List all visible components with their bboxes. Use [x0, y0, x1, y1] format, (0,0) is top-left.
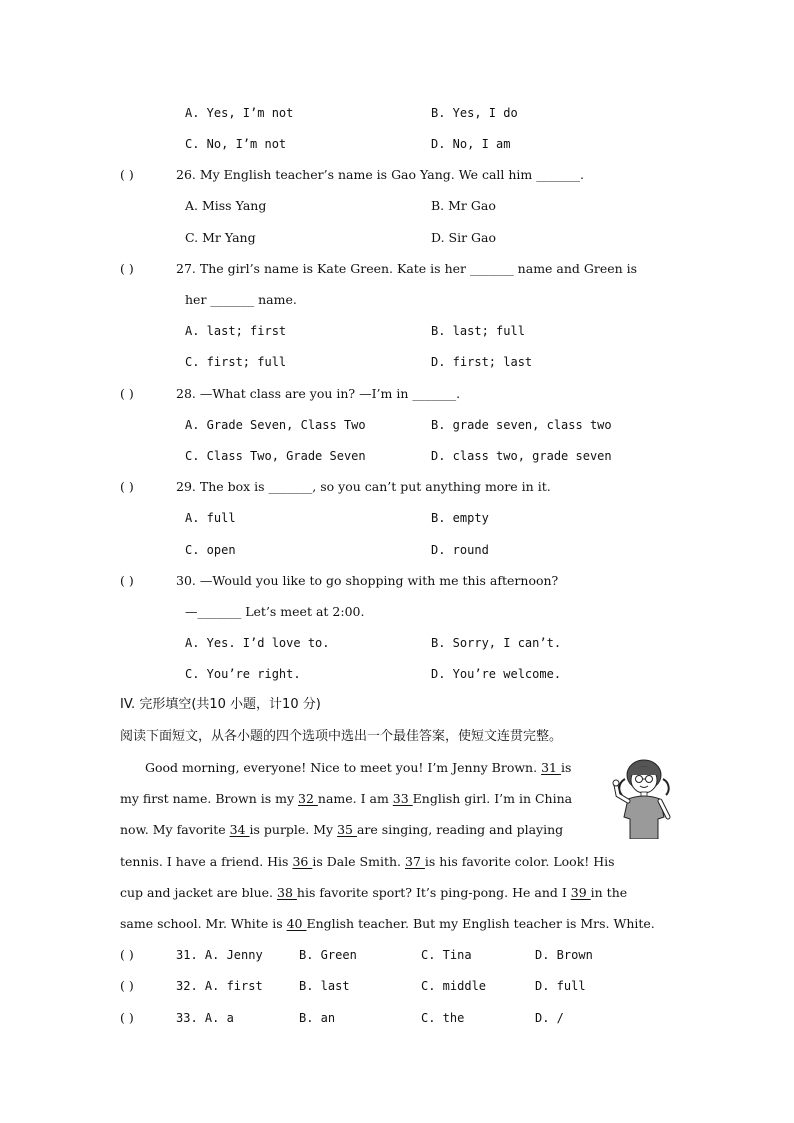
q26-option-d: D. Sir Gao [431, 230, 496, 245]
q29-answer-paren: ( ) [120, 479, 134, 494]
blank-39: 39 [570, 885, 591, 900]
blank-36: 36 [292, 854, 313, 869]
q30-stem-line1: 30. —Would you like to go shopping with me this afternoon? [176, 573, 559, 588]
q28-stem: 28. —What class are you in? —I’m in _______. [176, 386, 461, 401]
blank-35: 35 [337, 822, 357, 837]
blank-33: 33 [392, 791, 413, 806]
passage-text: in the [590, 885, 628, 900]
passage-text: now. My favorite [120, 822, 230, 837]
passage-text: his favorite sport? It’s ping-pong. He and I [296, 885, 571, 900]
blank-37: 37 [405, 854, 425, 869]
section-heading: IV. 完形填空(共10 小题，计10 分) [120, 697, 321, 712]
q29-stem: 29. The box is _______, so you can’t put anything more in it. [176, 479, 551, 494]
q27-option-b: B. last; full [431, 324, 525, 338]
passage-line-4 [120, 854, 615, 870]
q28-option-a: A. Grade Seven, Class Two [185, 418, 366, 432]
passage-text: is Dale Smith. [312, 854, 405, 869]
q33-option-b: B. an [299, 1011, 336, 1025]
q29-option-d: D. round [431, 543, 489, 557]
passage-text: is his favorite color. Look! His [424, 854, 615, 869]
q30-option-a: A. Yes. I’d love to. [185, 636, 330, 650]
q27-stem-line2: her _______ name. [185, 292, 297, 307]
blank-34: 34 [229, 822, 250, 837]
q28-option-b: B. grade seven, class two [431, 418, 612, 432]
passage-text: same school. Mr. White is [120, 916, 287, 931]
q26-stem: 26. My English teacher’s name is Gao Yang. We call him _______. [176, 167, 584, 182]
q28-answer-paren: ( ) [120, 386, 134, 401]
passage-text: my first name. Brown is my [120, 791, 298, 806]
section-instruction: 阅读下面短文，从各小题的四个选项中选出一个最佳答案，使短文连贯完整。 [120, 729, 563, 744]
passage-text: English teacher. But my English teacher is Mrs. White. [306, 916, 655, 931]
q28-option-c: C. Class Two, Grade Seven [185, 449, 366, 463]
q26-option-a: A. Miss Yang [185, 198, 267, 213]
q27-answer-paren: ( ) [120, 261, 134, 276]
q30-answer-paren: ( ) [120, 573, 134, 588]
passage-text: cup and jacket are blue. [120, 885, 277, 900]
q30-option-d: D. You’re welcome. [431, 667, 562, 681]
q29-option-a: A. full [185, 511, 236, 525]
q32-option-a: 32. A. first [176, 979, 263, 993]
q33-option-c: C. the [421, 1011, 465, 1025]
q29-option-b: B. empty [431, 511, 489, 525]
blank-38: 38 [277, 885, 297, 900]
q25-option-b: B. Yes, I do [431, 106, 518, 120]
q32-option-b: B. last [299, 979, 350, 993]
q26-option-c: C. Mr Yang [185, 230, 256, 245]
q25-option-c: C. No, I’m not [185, 137, 287, 151]
q30-stem-line2: —_______ Let’s meet at 2:00. [185, 604, 365, 619]
q27-stem-line1: 27. The girl’s name is Kate Green. Kate is her _______ name and Green is [176, 261, 638, 276]
passage-text: Good morning, everyone! Nice to meet you! I’m Jenny Brown. [145, 760, 542, 775]
blank-40: 40 [286, 916, 307, 931]
girl-illustration [612, 755, 676, 839]
q31-option-d: D. Brown [535, 948, 593, 962]
passage-line-6 [120, 916, 655, 932]
q33-option-a: 33. A. a [176, 1011, 234, 1025]
passage-line-2 [120, 791, 572, 807]
passage-line-3 [120, 822, 563, 838]
passage-text: name. I am [317, 791, 393, 806]
q32-option-d: D. full [535, 979, 586, 993]
passage-text: tennis. I have a friend. His [120, 854, 293, 869]
q27-option-a: A. last; first [185, 324, 287, 338]
q31-option-b: B. Green [299, 948, 357, 962]
blank-32: 32 [298, 791, 318, 806]
passage-line-5 [120, 885, 627, 901]
q28-option-d: D. class two, grade seven [431, 449, 612, 463]
passage-text: is [560, 760, 572, 775]
blank-31: 31 [541, 760, 561, 775]
q32-answer-paren: ( ) [120, 978, 134, 993]
passage-text: English girl. I’m in China [412, 791, 573, 806]
q27-option-c: C. first; full [185, 355, 287, 369]
q25-option-d: D. No, I am [431, 137, 511, 151]
q30-option-c: C. You’re right. [185, 667, 301, 681]
q32-option-c: C. middle [421, 979, 487, 993]
q29-option-c: C. open [185, 543, 236, 557]
passage-line-1 [145, 760, 571, 776]
q26-answer-paren: ( ) [120, 167, 134, 182]
passage-text: are singing, reading and playing [356, 822, 564, 837]
q31-option-c: C. Tina [421, 948, 472, 962]
q25-option-a: A. Yes, I’m not [185, 106, 294, 120]
q27-option-d: D. first; last [431, 355, 533, 369]
q26-option-b: B. Mr Gao [431, 198, 496, 213]
q33-answer-paren: ( ) [120, 1010, 134, 1025]
q31-option-a: 31. A. Jenny [176, 948, 263, 962]
q31-answer-paren: ( ) [120, 947, 134, 962]
q33-option-d: D. / [535, 1011, 564, 1025]
passage-text: is purple. My [249, 822, 338, 837]
q30-option-b: B. Sorry, I can’t. [431, 636, 562, 650]
